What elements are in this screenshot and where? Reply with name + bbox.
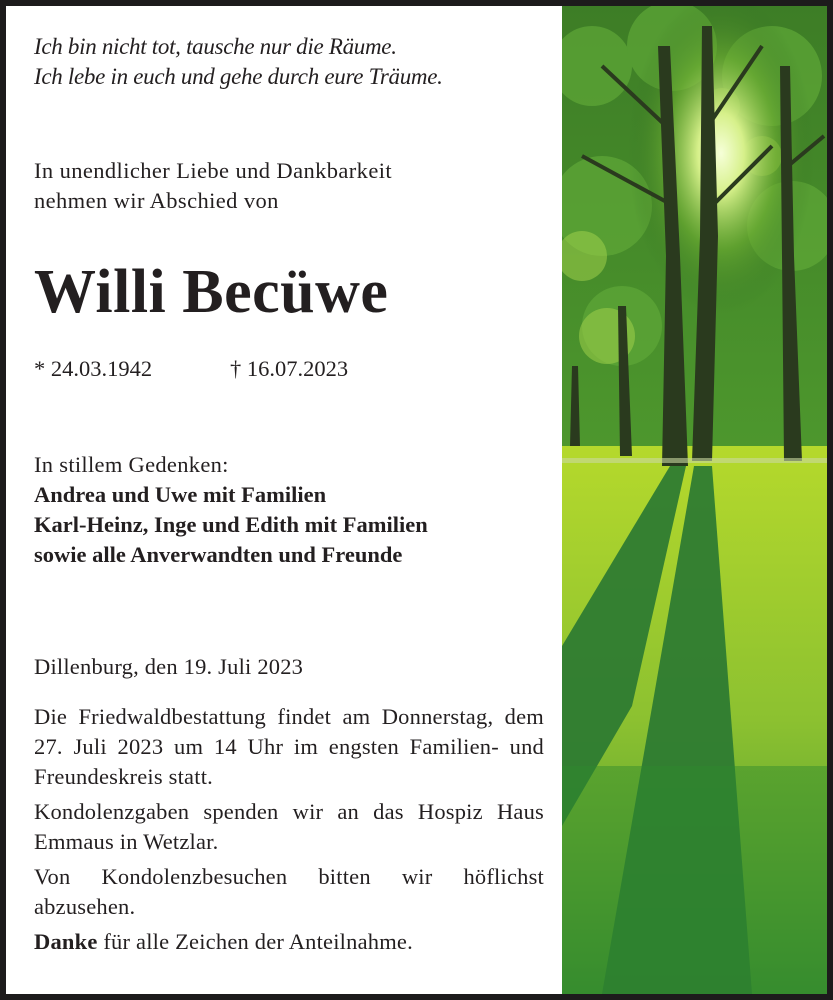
place-and-date: Dillenburg, den 19. Juli 2023 xyxy=(34,654,304,679)
mourners-block xyxy=(34,450,428,570)
intro-line-2: nehmen wir Abschied von xyxy=(34,188,279,213)
intro-line-1: In unendlicher Liebe und Dankbarkeit xyxy=(34,158,393,183)
notice-text-column xyxy=(6,6,562,994)
life-dates xyxy=(34,354,348,384)
mourners-label: In stillem Gedenken: xyxy=(34,452,229,477)
deceased-name: Willi Becüwe xyxy=(34,258,389,326)
thanks-bold: Danke xyxy=(34,929,98,954)
mourner-line-3: sowie alle Anverwandten und Freunde xyxy=(34,542,403,567)
mourner-line-2: Karl-Heinz, Inge und Edith mit Familien xyxy=(34,512,428,537)
donation-info: Kondolenzgaben spenden wir an das Hospiz Haus Emmaus in Wetzlar. xyxy=(34,799,544,854)
notice-details xyxy=(34,702,544,962)
thanks-rest: für alle Zeichen der Anteilnahme. xyxy=(97,929,413,954)
birth-date: * 24.03.1942 xyxy=(34,356,153,381)
obituary-notice xyxy=(6,6,827,994)
motto-verse xyxy=(34,32,443,92)
tree-image-icon xyxy=(562,6,827,994)
park-trees-photo xyxy=(562,6,827,994)
funeral-info: Die Friedwaldbestattung findet am Donnerstag, dem 27. Juli 2023 um 14 Uhr im engsten Familien- und Freundeskreis statt. xyxy=(34,704,544,789)
mourner-line-1: Andrea und Uwe mit Familien xyxy=(34,482,327,507)
motto-line-2: Ich lebe in euch und gehe durch eure Träume. xyxy=(34,64,443,89)
thanks-line xyxy=(34,927,544,957)
motto-line-1: Ich bin nicht tot, tausche nur die Räume. xyxy=(34,34,397,59)
visits-info: Von Kondolenzbesuchen bitten wir höflichst abzusehen. xyxy=(34,864,544,919)
intro-text xyxy=(34,156,392,216)
death-date: † 16.07.2023 xyxy=(230,356,349,381)
